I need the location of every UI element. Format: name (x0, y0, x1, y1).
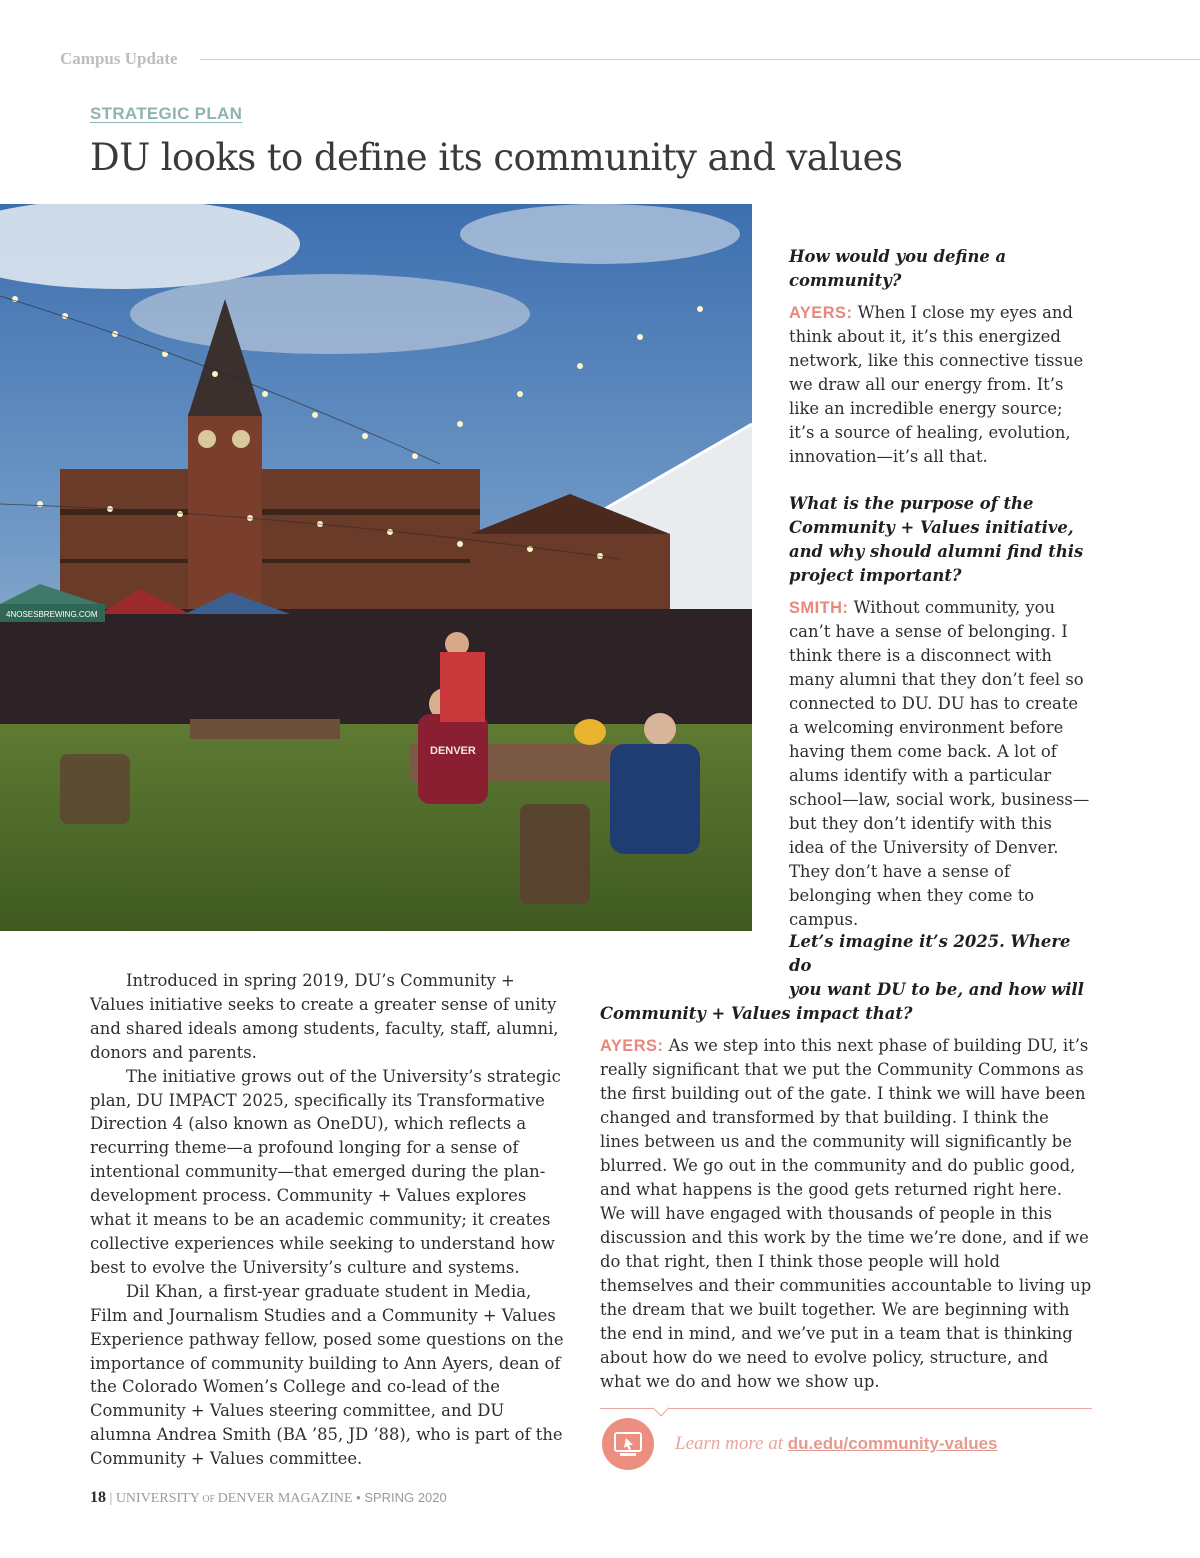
qa-block-1 (789, 245, 1089, 469)
intro-paragraph-3: Dil Khan, a first-year graduate student in Media, Film and Journalism Studies and a Community + Values Experience pathway fellow, posed some questions on the importance of community building to Ann Ayers, dean of the Colorado Women’s College and co-lead of the Community + Values steering committee, and DU alumna Andrea Smith (BA ’85, JD ’88), who is part of the Community + Values committee. (90, 1281, 564, 1469)
publication-name-of: OF (199, 1494, 218, 1505)
page-footer (90, 1489, 447, 1507)
publication-name-a: UNIVERSITY (115, 1491, 200, 1506)
learn-more-link[interactable]: du.edu/community-values (787, 1434, 998, 1453)
answer-2 (789, 596, 1092, 932)
shirt-text: DENVER (430, 745, 476, 757)
kicker: STRATEGIC PLAN (90, 104, 243, 123)
tent-sign-text: 4NOSESBREWING.COM (6, 610, 98, 619)
publication-name-b: DENVER MAGAZINE (217, 1491, 353, 1506)
intro-paragraph-1: Introduced in spring 2019, DU’s Community + Values initiative seeks to create a greater sense of unity and shared ideals among students, faculty, staff, alumni, donors and parents. (90, 971, 559, 1062)
section-label: Campus Update (60, 49, 178, 68)
answer-3 (600, 1034, 1092, 1394)
answer-2-text: Without community, you can’t have a sense of belonging. I think there is a disconnect with many alumni that they don’t feel so connected to DU. DU has to create a welcoming environment before having them come back. A lot of alums identify with a particular school—law, social work, business—but they don’t identify with this idea of the University of Denver. They don’t have a sense of belonging when they come to campus. (789, 598, 1090, 929)
issue-season: • SPRING 2020 (352, 1490, 447, 1505)
question-3-line-1: Let’s imagine it’s 2025. Where do (789, 932, 1071, 975)
answer-1-text: When I close my eyes and think about it, it’s this energized network, like this connective tissue we draw all our energy from. It’s like an incredible energy source; it’s a source of healing, evolution, innovation—it’s all that. (789, 303, 1084, 466)
qa-block-2 (789, 492, 1092, 932)
intro-paragraph-2: The initiative grows out of the University’s strategic plan, DU IMPACT 2025, specifically its Transformative Direction 4 (also known as OneDU), which reflects a recurring theme—a profound longing for a sense of intentional community—that emerged during the plan-development process. Community + Values explores what it means to be an academic community; it creates collective experiences while seeking to understand how best to evolve the University’s culture and systems. (90, 1066, 561, 1277)
question-1: How would you define a community? (789, 247, 1007, 290)
footer-separator: | (106, 1491, 116, 1506)
question-3 (600, 930, 1092, 1026)
question-2: What is the purpose of the Community + Values initiative, and why should alumni find this project important? (789, 494, 1084, 585)
event-photo (0, 204, 752, 931)
speaker-ayers: AYERS: (789, 304, 853, 322)
speaker-smith: SMITH: (789, 599, 849, 617)
question-3-line-3: Community + Values impact that? (600, 1004, 913, 1023)
section-rule (200, 59, 1200, 60)
learn-more-prefix: Learn more at (675, 1433, 788, 1454)
speaker-ayers-2: AYERS: (600, 1037, 664, 1055)
qa-block-3 (600, 930, 1092, 1394)
learn-more-notch (653, 1400, 670, 1417)
learn-more-text (675, 1433, 997, 1455)
headline: DU looks to define its community and values (90, 136, 903, 179)
answer-3-text: As we step into this next phase of building DU, it’s really significant that we put the Community Commons as the first building out of the gate. I think we will have been changed and transformed by that building. I think the lines between us and the community will significantly be blurred. We go out in the community and do public good, and what happens is the good gets returned right here. We will have engaged with thousands of people in this discussion and this work by the time we’re done, and if we do that right, then I think those people will hold themselves and their communities accountable to living up the dream that we built together. We are beginning with the end in mind, and we’ve put in a team that is thinking about how do we need to evolve policy, structure, and what we do and how we show up. (600, 1036, 1092, 1391)
intro-text (90, 969, 568, 1471)
answer-1 (789, 301, 1089, 469)
learn-more-rule (600, 1408, 1092, 1409)
question-3-line-2: you want DU to be, and how will (789, 980, 1084, 999)
page-number: 18 (90, 1489, 106, 1506)
computer-cursor-icon (602, 1418, 654, 1470)
